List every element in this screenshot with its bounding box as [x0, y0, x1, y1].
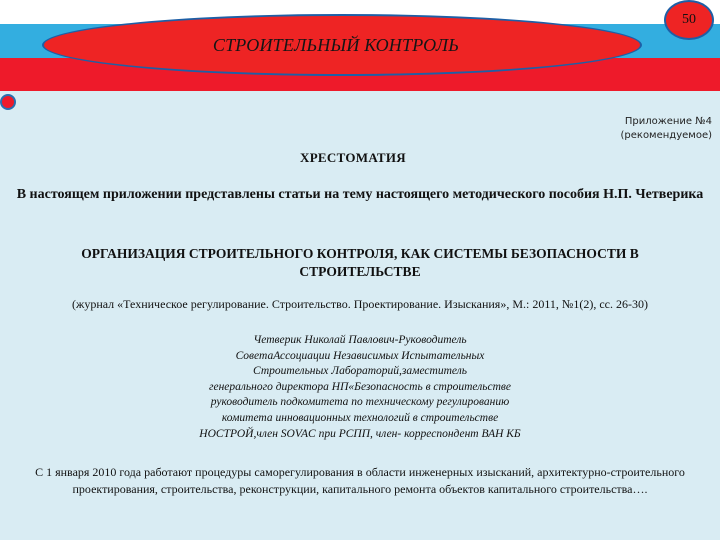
appendix-number: Приложение №4: [624, 116, 712, 127]
citation: (журнал «Техническое регулирование. Строительство. Проектирование. Изыскания», М.: 2011, №1(2), сс. 26-30): [72, 297, 648, 311]
author-line: комитета инновационных технологий в строительстве: [221, 411, 499, 424]
author-line: СоветаАссоциации Независимых Испытательных: [235, 349, 485, 362]
appendix-label: [621, 115, 713, 143]
page-number-badge: [664, 0, 714, 40]
author-line: генерального директора НП«Безопасность в строительстве: [209, 380, 511, 393]
appendix-note: (рекомендуемое): [620, 130, 712, 141]
author-line: Четверик Николай Павлович-Руководитель: [253, 334, 467, 346]
body-paragraph: С 1 января 2010 года работают процедуры саморегулирования в области инженерных изысканий, архитектурно-строительного проектирования, строительства, реконструкции, капитального ремонта объектов капитального строительства….: [35, 465, 685, 496]
header-title: СТРОИТЕЛЬНЫЙ КОНТРОЛЬ: [212, 34, 460, 55]
article-title: ОРГАНИЗАЦИЯ СТРОИТЕЛЬНОГО КОНТРОЛЯ, КАК СИСТЕМЫ БЕЗОПАСНОСТИ В СТРОИТЕЛЬСТВЕ: [81, 246, 639, 279]
page-number: 50: [682, 12, 696, 27]
title-oval: [42, 14, 642, 76]
author-line: руководитель подкомитета по техническому регулированию: [210, 396, 510, 409]
author-line: НОСТРОЙ,член SOVAC при РСПП, член- корреспондент ВАН КБ: [199, 427, 521, 440]
red-dot-icon: [0, 94, 16, 110]
author-info: [130, 333, 590, 442]
author-line: Строительных Лабораторий,заместитель: [253, 365, 467, 378]
intro-text: В настоящем приложении представлены статьи на тему настоящего методического пособия Н.П. Четверика: [16, 187, 704, 202]
reader-title: ХРЕСТОМАТИЯ: [300, 150, 406, 165]
